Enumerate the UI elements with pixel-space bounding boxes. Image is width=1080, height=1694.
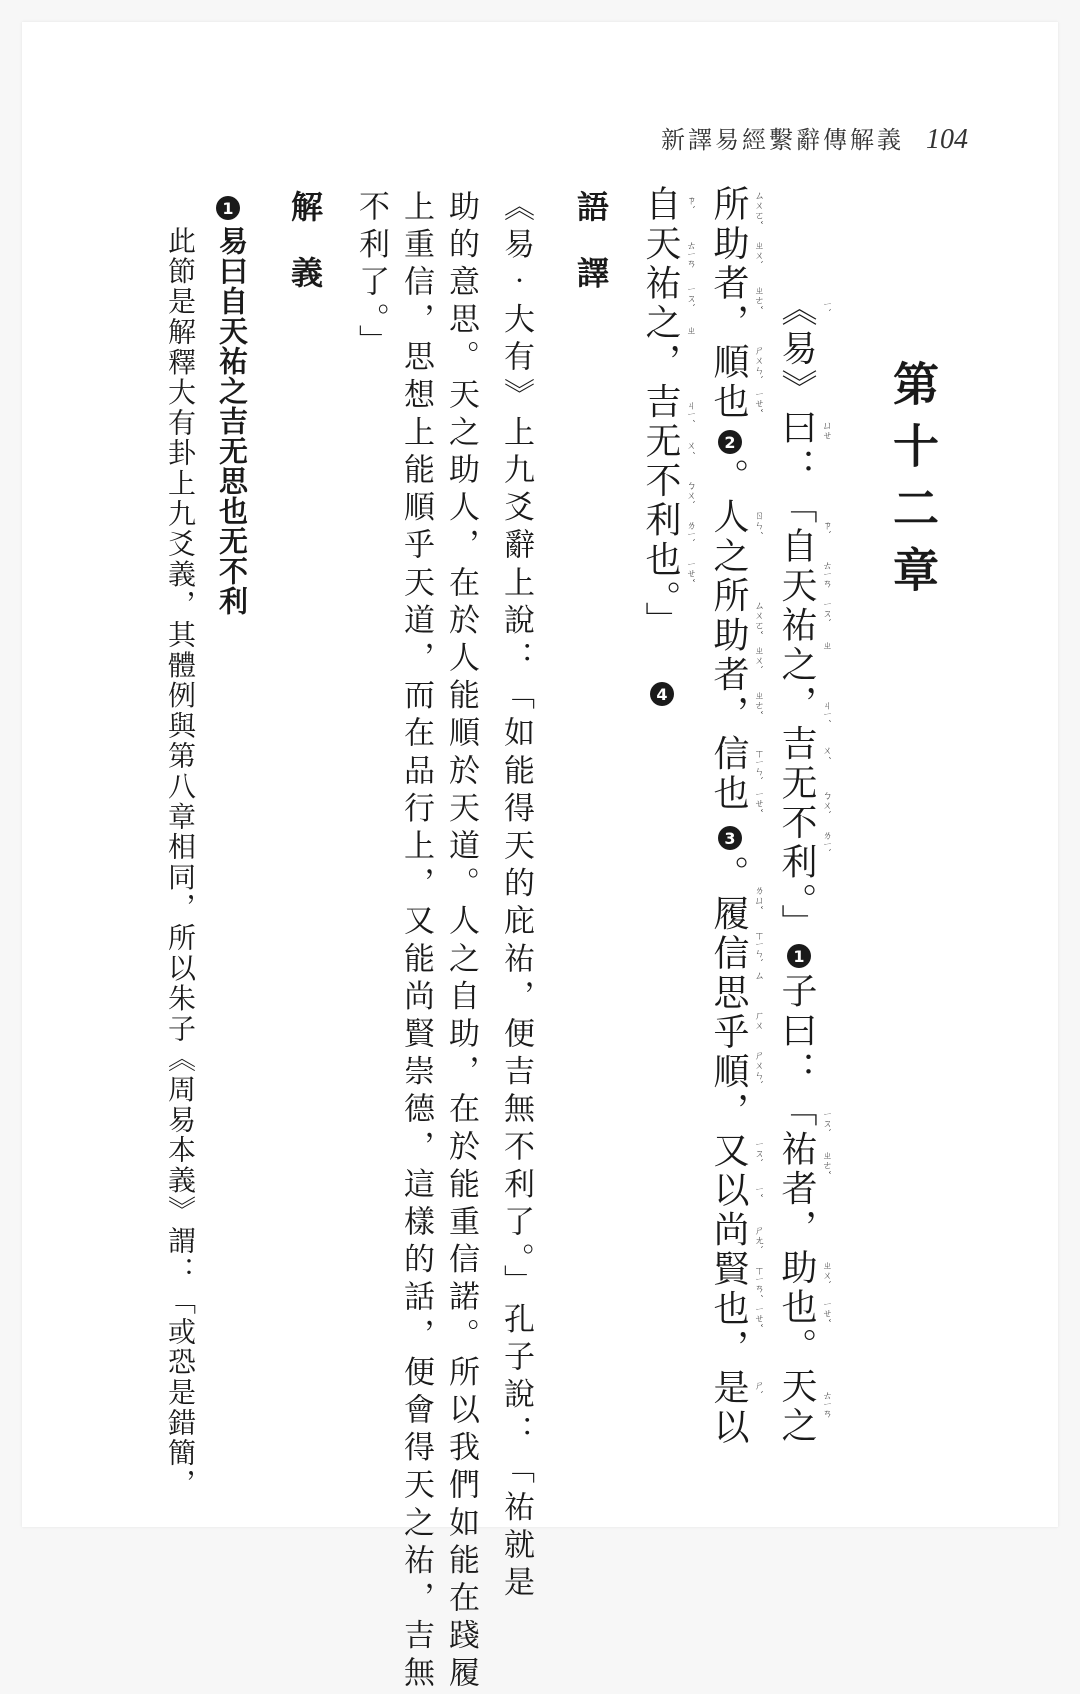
ruby-tian-3: ㄊㄧㄢ	[684, 240, 695, 268]
ruby-you2: ㄧㄡˋ	[752, 1140, 763, 1163]
translation-heading: 語譯	[572, 190, 610, 322]
ruby-ren: ㄖㄣˊ	[752, 510, 763, 535]
ruby-tian: ㄊㄧㄢ	[820, 560, 831, 588]
ruby-ye-5: ㄧㄝˇ	[684, 560, 695, 583]
running-header	[661, 120, 968, 156]
chapter-title: 第十二章	[886, 360, 940, 608]
text-line-2b: 所助者，順也	[708, 185, 749, 422]
translation-col-3: 上重信，思想上能順乎天道，而在品行上，又能尚賢崇德，這樣的話，便會得天之祐，吉無	[398, 190, 434, 1694]
ruby-zhu-3: ㄓㄨˋ	[752, 645, 763, 670]
note-marker-3: 3	[718, 826, 742, 850]
text-line-3: 。人之所助者，信也	[708, 458, 749, 814]
ruby-zhu-2: ㄓㄨˋ	[752, 240, 763, 265]
ruby-yi3: ㄧˇ	[752, 1185, 763, 1198]
ruby-li: ㄌㄧˋ	[820, 830, 831, 853]
note-marker-4: 4	[650, 682, 674, 706]
ruby-shun-2: ㄕㄨㄣˋ	[752, 1050, 763, 1085]
ruby-zhu: ㄓㄨˋ	[820, 1260, 831, 1285]
subheading-marker: 1	[216, 196, 240, 220]
translation-col-1: 《易‧大有》上九爻辭上說：「如能得天的庇祐，便吉無不利了。」孔子說：「祐就是	[498, 190, 534, 1604]
ruby-xin: ㄒㄧㄣˋ	[752, 748, 763, 781]
ruby-xian: ㄒㄧㄢˊ	[752, 1265, 763, 1298]
text-line-2a: 子曰：「祐者，助也。天之	[776, 972, 817, 1446]
ruby-ji: ㄐㄧˊ	[820, 700, 831, 723]
ruby-ye-2: ㄧㄝˇ	[752, 390, 763, 413]
text-line-4a: 。履信思乎順，又以尚賢也，是以	[708, 855, 749, 1448]
ruby-tian-2: ㄊㄧㄢ	[820, 1390, 831, 1418]
ruby-yi: ㄧˋ	[820, 300, 831, 313]
ruby-ye-3: ㄧㄝˇ	[752, 790, 763, 813]
ruby-xin-2: ㄒㄧㄣˋ	[752, 930, 763, 963]
ruby-ji-2: ㄐㄧˊ	[684, 400, 695, 423]
ruby-ye-4: ㄧㄝˇ	[752, 1305, 763, 1328]
ruby-zhi: ㄓ	[820, 640, 831, 650]
ruby-ye: ㄧㄝˇ	[820, 1300, 831, 1323]
ruby-shang: ㄕㄤˋ	[752, 1225, 763, 1250]
ruby-shi: ㄕˋ	[752, 1380, 763, 1395]
ruby-zhe-3: ㄓㄜˇ	[752, 690, 763, 715]
ruby-lv: ㄌㄩˇ	[752, 885, 763, 910]
ruby-bu: ㄅㄨˋ	[820, 790, 831, 815]
ruby-zhe-2: ㄓㄜˇ	[752, 285, 763, 310]
ruby-suo-2: ㄙㄨㄛˇ	[752, 600, 763, 635]
page-number: 104	[926, 124, 968, 155]
ruby-you-3: ㄧㄡˋ	[684, 285, 695, 308]
note-marker-2: 2	[718, 430, 742, 454]
ruby-suo: ㄙㄨㄛˇ	[752, 190, 763, 225]
ruby-hu: ㄏㄨ	[752, 1010, 763, 1030]
note-marker-1: 1	[787, 944, 811, 968]
explanation-col-1: 此節是解釋大有卦上九爻義，其體例與第八章相同，所以朱子《周易本義》謂：「或恐是錯簡，	[164, 226, 197, 1499]
ruby-you-2: ㄧㄡˋ	[820, 1110, 831, 1133]
book-title: 新譯易經繫辭傳解義	[661, 126, 904, 154]
ruby-wu: ㄨˊ	[820, 745, 831, 760]
ruby-li-2: ㄌㄧˋ	[684, 520, 695, 543]
ruby-you: ㄧㄡˋ	[820, 600, 831, 623]
translation-col-2: 助的意思。天之助人，在於人能順於天道。人之自助，在於能重信諾。所以我們如能在踐履	[443, 190, 479, 1694]
explanation-heading: 解義	[286, 190, 324, 322]
translation-col-4: 不利了。」	[353, 190, 389, 363]
ruby-wu-2: ㄨˊ	[684, 440, 695, 455]
ruby-zhe: ㄓㄜˇ	[820, 1150, 831, 1175]
ruby-zi-2: ㄗˋ	[684, 195, 695, 210]
ruby-shun: ㄕㄨㄣˋ	[752, 345, 763, 380]
ruby-zi: ㄗˋ	[820, 520, 831, 535]
ruby-bu-2: ㄅㄨˋ	[684, 480, 695, 505]
ruby-zhi-2: ㄓ	[684, 325, 695, 335]
text-line-4b: 自天祐之，吉无不利也。」	[640, 185, 681, 641]
text-line-1: 《易》曰：「自天祐之，吉无不利。」	[776, 290, 817, 944]
ruby-si: ㄙ	[752, 970, 763, 980]
explanation-subheading: 易曰自天祐之吉无思也无不利	[215, 226, 249, 616]
ruby-yue: ㄩㄝ	[820, 420, 831, 440]
